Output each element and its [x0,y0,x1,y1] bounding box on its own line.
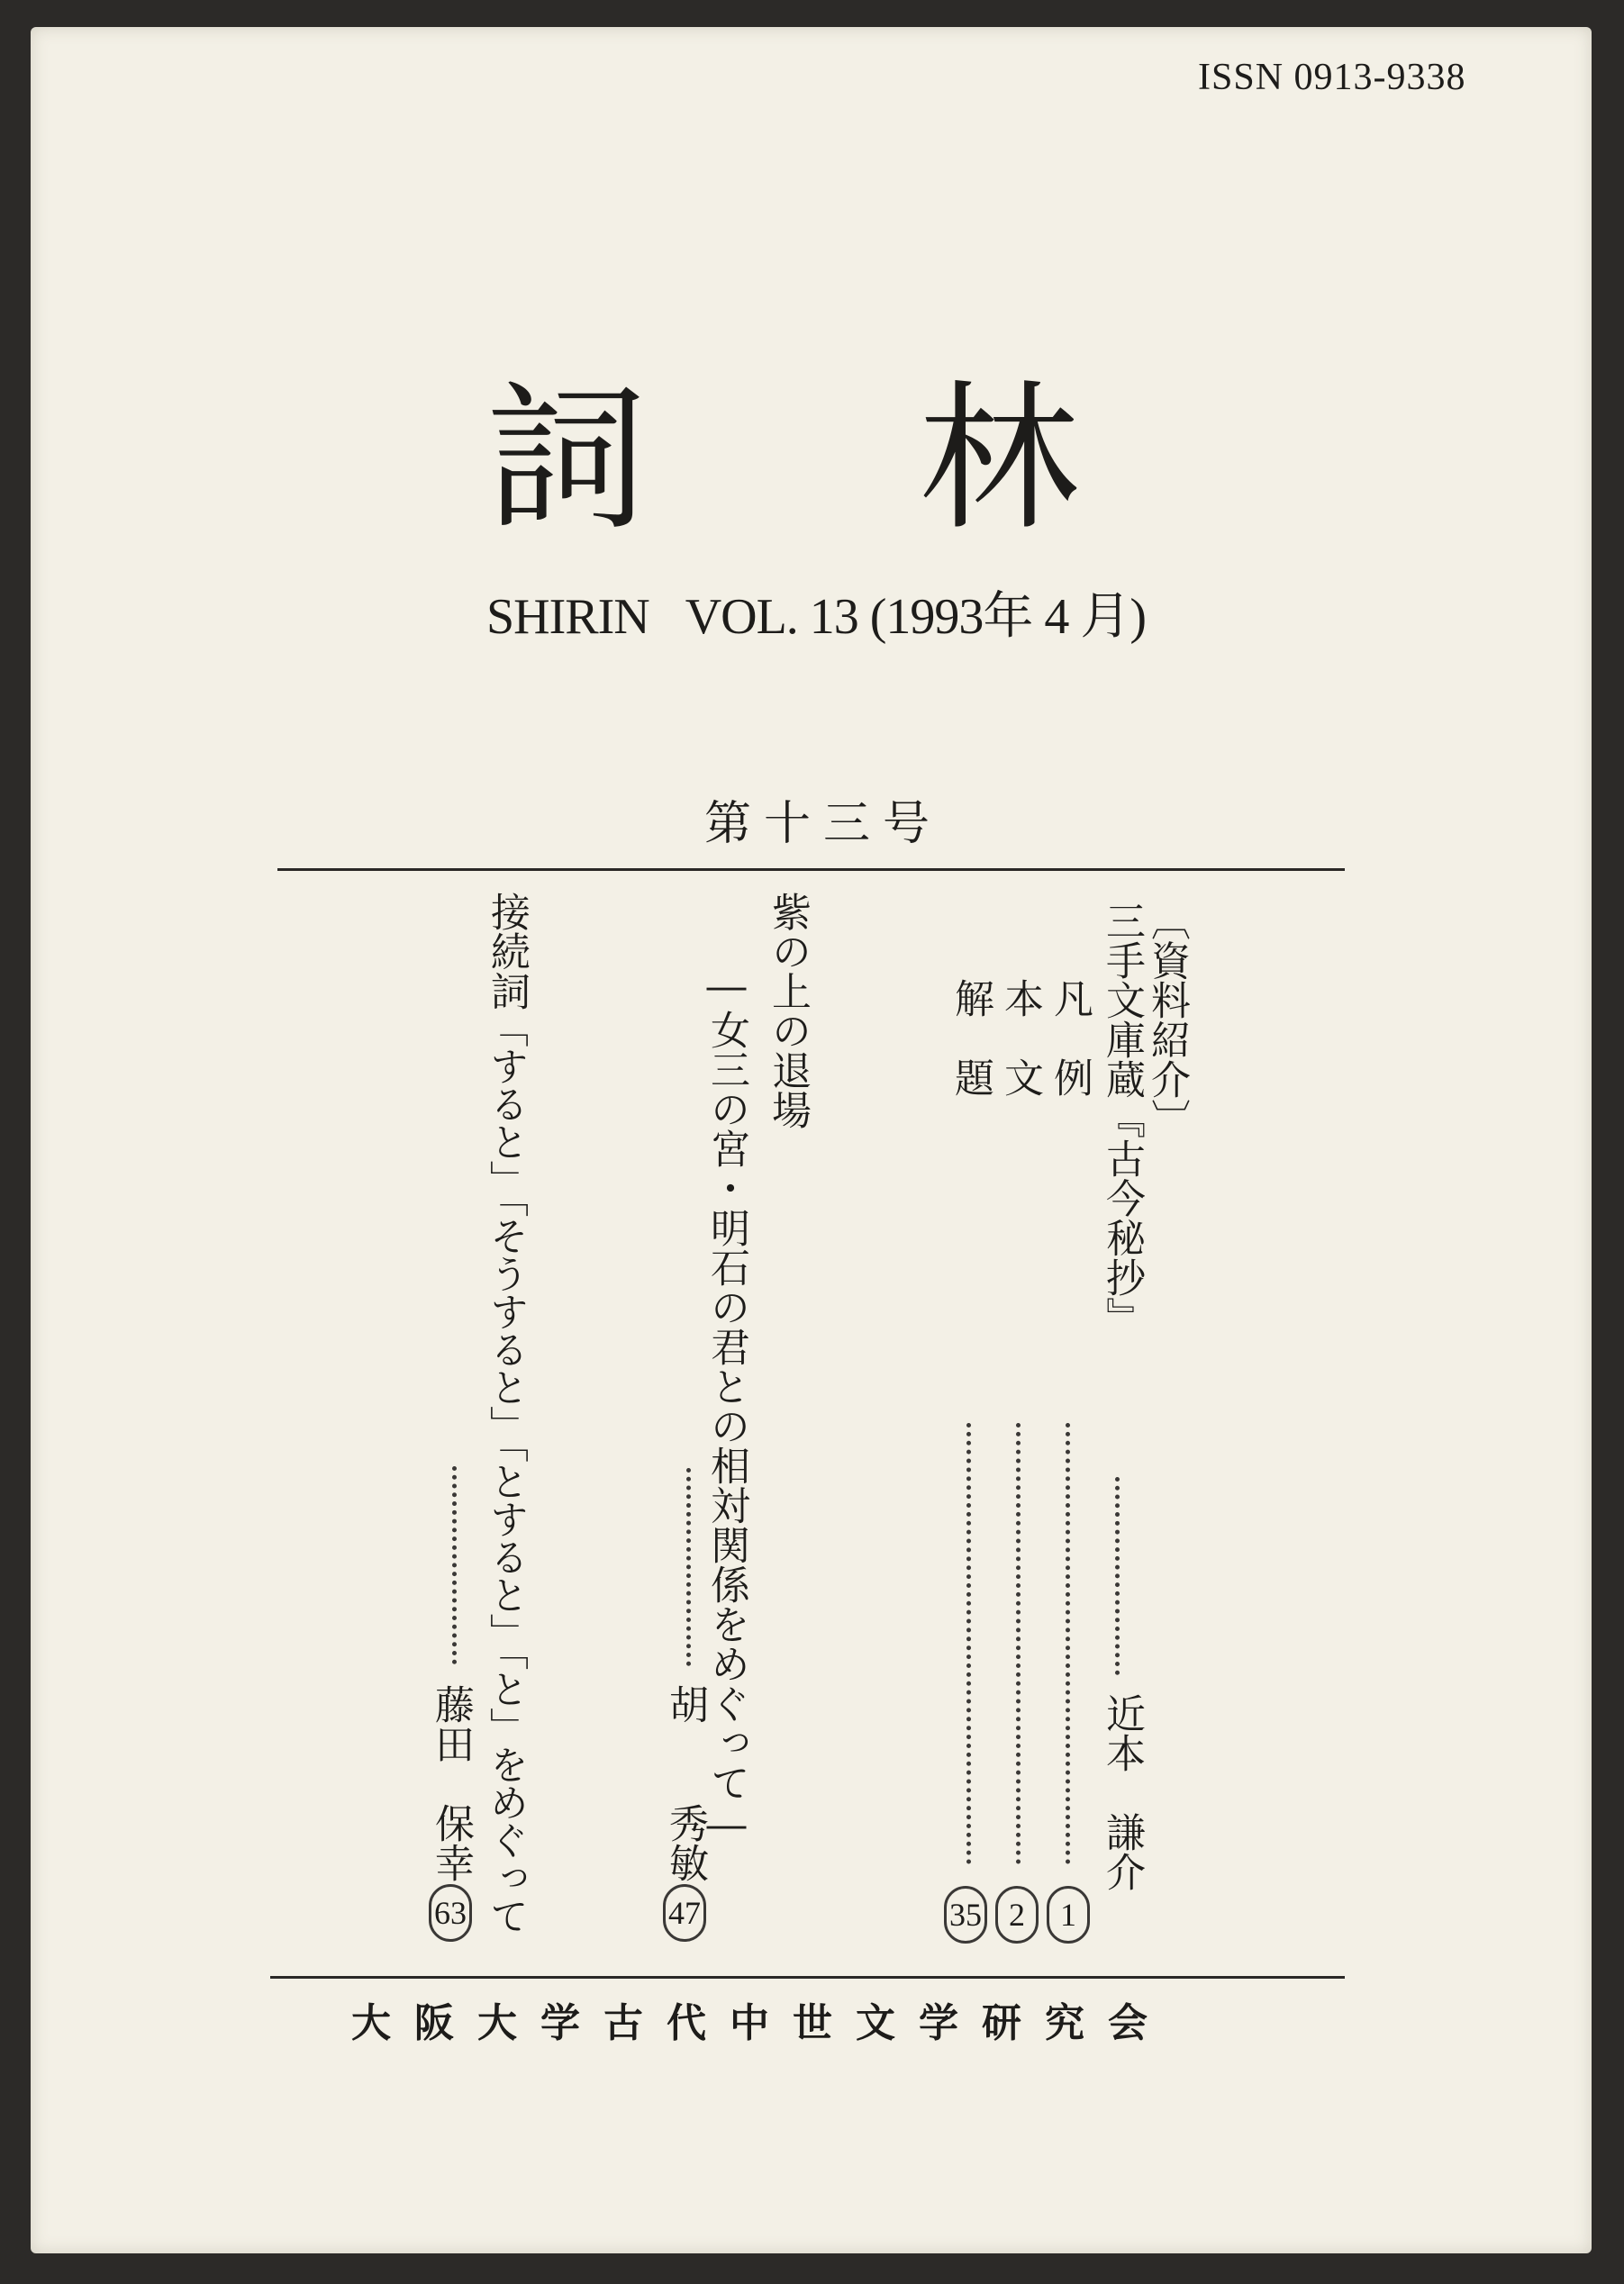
article3-leader-dots [452,1466,457,1664]
journal-subtitle [486,576,1146,648]
article2-author: 胡 秀敏 [662,1684,708,1882]
issn-number: ISSN 0913-9338 [1198,57,1466,98]
article2-title: 紫の上の退場 [765,892,811,1129]
romanized-title: SHIRIN [486,589,649,645]
show-through-text [1153,180,1423,1621]
article1-title: 三手文庫蔵『古今秘抄』 [1099,901,1145,1337]
article1-item3-dots [966,1423,971,1864]
article1-item1-label: 凡 例 [1047,978,1093,1097]
title-char-1: 詞 [486,366,647,552]
article2-leader-dots [686,1468,691,1666]
article1-item1-page: 1 [1047,1886,1090,1944]
article1-item2-page: 2 [995,1886,1039,1944]
article3-title-line2: 「すると」「そうすると」「とすると」「と」をめぐって [484,1009,529,1935]
volume-info: VOL. 13 (1993年 4 月) [685,589,1147,645]
article1-leader-dots [1115,1477,1120,1675]
article2-page: 47 [663,1884,706,1942]
article3-title-line1: 接続詞 [484,892,530,1011]
title-char-2: 林 [919,366,1079,552]
article1-author: 近本 謙介 [1099,1693,1145,1891]
article1-item2-label: 本 文 [997,978,1043,1097]
publisher-name: 大阪大学古代中世文学研究会 [351,2000,1171,2046]
article1-item3-label: 解 題 [948,978,993,1097]
article1-item3-page: 35 [944,1886,987,1944]
issue-number: 第十三号 [704,797,943,851]
article3-author: 藤田 保幸 [428,1684,474,1882]
top-divider [277,868,1345,871]
article2-subtitle: ―女三の宮・明石の君との相対関係をめぐって― [703,964,749,1848]
article1-label: 〔資料紹介〕 [1144,901,1190,1138]
article1-item1-dots [1066,1423,1070,1864]
journal-title [486,360,1135,558]
article1-item2-dots [1016,1423,1021,1864]
bottom-divider [270,1976,1345,1979]
article3-page: 63 [429,1884,472,1942]
